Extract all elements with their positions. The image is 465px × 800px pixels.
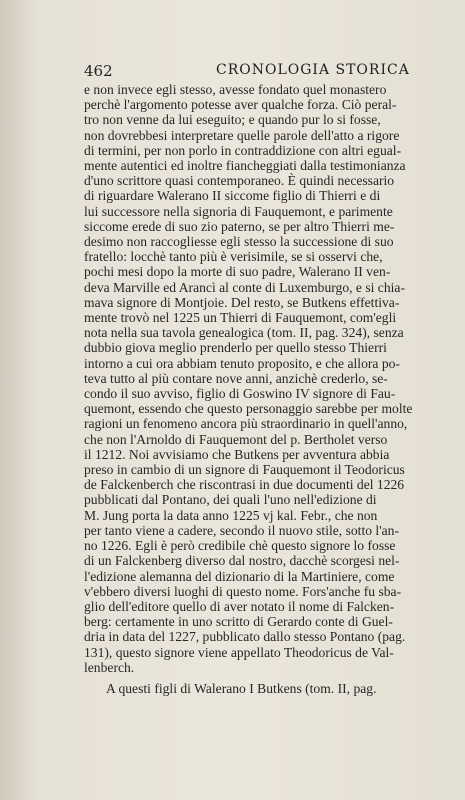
text-line: tro non venne da lui eseguito; e quando pur lo si fosse, [84, 112, 381, 128]
text-line: mava signore di Montjoie. Del resto, se Butkens effettiva- [84, 294, 400, 310]
text-line: e non invece egli stesso, avesse fondato quel monastero [84, 82, 387, 97]
text-line: di riguardare Walerano II siccome figlio di Thierri e di [84, 188, 381, 204]
text-line: de Falckenberch che riscontrasi in due documenti del 1226 [84, 477, 405, 493]
text-line: di un Falckenberg diverso dal nostro, dacchè scorgesi nel- [84, 553, 400, 569]
text-line: per tanto viene a cadere, secondo il nuovo stile, sotto l'an- [84, 522, 400, 538]
text-line: mente autentici ed inoltre fiancheggiati dalla testimonianza [84, 158, 406, 174]
text-line: preso in cambio di un signore di Fauquemont il Teodoricus [84, 462, 405, 478]
text-line: no 1226. Egli è però credibile chè questo signore lo fosse [84, 538, 396, 554]
text-line: lui successore nella signoria di Fauquemont, e parimente [84, 203, 393, 219]
text-line: 131), questo signore viene appellato Theodoricus de Val- [84, 644, 394, 660]
text-line: pochi mesi dopo la morte di suo padre, Walerano II ven- [84, 264, 391, 280]
text-line: il 1212. Noi avvisiamo che Butkens per avventura abbia [84, 446, 390, 462]
page-header [84, 58, 425, 82]
page-number: 462 [84, 62, 113, 80]
text-line: l'edizione alemanna del dizionario di la Martiniere, come [84, 568, 395, 584]
text-line: teva tutto al più contare nove anni, anzichè crederlo, se- [84, 370, 388, 386]
text-line: v'ebbero diversi luoghi di questo nome. Fors'anche fu sba- [84, 583, 402, 599]
text-line: fratello: locchè tanto più è verisimile, se si osservi che, [84, 249, 383, 265]
text-line: siccome erede di suo zio paterno, se per altro Thierri me- [84, 218, 395, 234]
text-line: deva Marville ed Arancì al conte di Luxemburgo, e si chia- [84, 279, 405, 295]
text-line: ragioni un fenomeno ancora più straordinario in quell'anno, [84, 416, 408, 432]
text-line: berg: certamente in uno scritto di Gerardo conte di Guel- [84, 614, 393, 630]
text-line: quemont, essendo che questo personaggio sarebbe per molte [84, 401, 413, 417]
paragraph-start-line: A questi figli di Walerano I Butkens (tom. II, pag. [106, 680, 377, 696]
text-line: lenberch. [84, 659, 135, 675]
text-line: dubbio giova meglio prenderlo per quello stesso Thierri [84, 340, 387, 356]
text-line: che non l'Arnoldo di Fauquemont del p. Bertholet verso [84, 431, 388, 447]
running-title: CRONOLOGIA STORICA [216, 62, 410, 78]
text-line: non dovrebbesi interpretare quelle parole dell'atto a rigore [84, 127, 400, 143]
text-line: dria in data del 1227, pubblicato dallo stesso Pontano (pag. [84, 629, 406, 645]
text-line: desimo non raccogliesse egli stesso la successione di suo [84, 234, 394, 250]
text-line: nota nella sua tavola genealogica (tom. II, pag. 324), senza [84, 325, 404, 341]
text-line: di termini, per non porlo in contraddizione con altri egual- [84, 142, 402, 158]
text-line: intorno a cui ora abbiam tenuto proposito, e che allora po- [84, 355, 400, 371]
text-line: condo il suo avviso, figlio di Goswino IV signore di Fau- [84, 386, 396, 402]
text-line: perchè l'argomento potesse aver qualche forza. Ciò peral- [84, 97, 397, 113]
text-line: pubblicati dal Pontano, dei quali l'uno nell'edizione di [84, 492, 377, 508]
text-line: d'uno scrittore quasi contemporaneo. È quindi necessario [84, 173, 395, 189]
text-line: glio dell'editore quello di aver notato il nome di Falcken- [84, 598, 395, 614]
text-line: M. Jung porta la data anno 1225 vj kal. Febr., che non [84, 507, 378, 523]
text-line: mente trovò nel 1225 un Thierri di Fauquemont, com'egli [84, 310, 397, 326]
body-text [84, 82, 442, 696]
